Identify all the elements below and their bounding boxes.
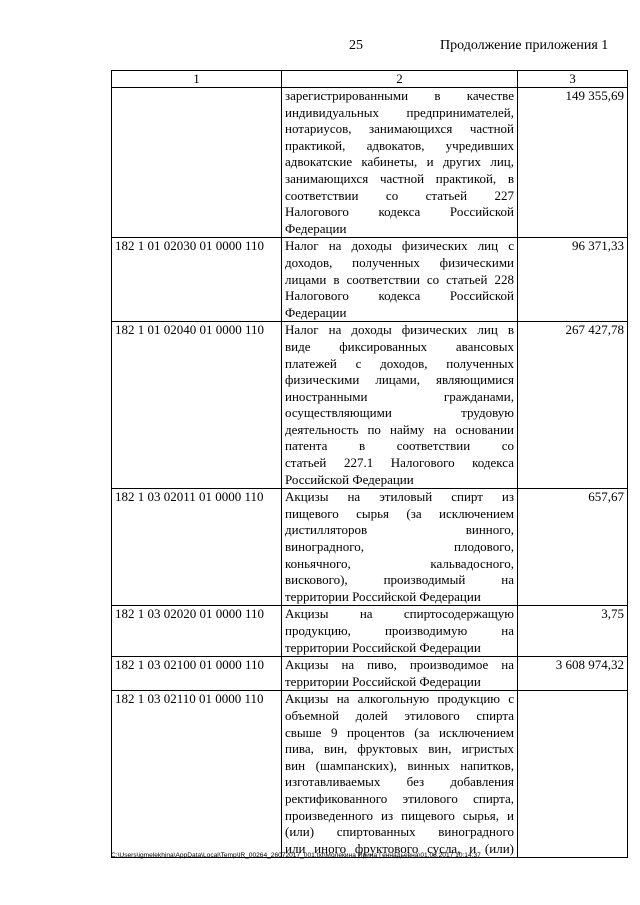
description-line: патента в соответствии со: [285, 438, 514, 454]
description-line: Акцизы на спиртосодержащую: [285, 606, 514, 622]
description-line: соответствии со статьей 227: [285, 187, 514, 203]
description-line: виде фиксированных авансовых: [285, 338, 514, 354]
table-row: [112, 322, 628, 489]
description-line: Российской Федерации: [285, 471, 414, 487]
description-line: Акцизы на алкогольную продукцию с: [285, 691, 514, 707]
description-line: продукцию, производимую на: [285, 623, 514, 638]
description-line: коньячного, кальвадосного,: [285, 555, 514, 571]
column-number: 3: [518, 71, 628, 88]
description-line: изготавливаемых без добавления: [285, 774, 514, 790]
description-line: или иного фруктового сусла, и (или): [285, 840, 514, 856]
amount-cell: 267 427,78: [518, 322, 628, 489]
amount-cell: 149 355,69: [518, 88, 628, 238]
description-line: Налогового кодекса Российской: [285, 204, 514, 220]
description-cell: [282, 489, 518, 606]
description-line: пива, вин, фруктовых вин, игристых: [285, 741, 514, 757]
page-number: 25: [349, 38, 363, 53]
description-line: объемной долей этилового спирта: [285, 707, 514, 723]
budget-code-cell: [112, 88, 282, 238]
description-line: территории Российской Федерации: [285, 639, 481, 655]
description-line: Федерации: [285, 220, 347, 236]
description-line: платежей с доходов, полученных: [285, 355, 514, 371]
budget-code-cell: 182 1 03 02011 01 0000 110: [112, 489, 282, 606]
description-cell: [282, 238, 518, 322]
budget-code-cell: 182 1 03 02100 01 0000 110: [112, 657, 282, 691]
description-line: индивидуальных предпринимателей,: [285, 104, 514, 120]
description-line: дистилляторов винного,: [285, 522, 514, 538]
budget-code-cell: 182 1 01 02030 01 0000 110: [112, 238, 282, 322]
amount-cell: 96 371,33: [518, 238, 628, 322]
description-line: нотариусов, занимающихся частной: [285, 121, 514, 137]
description-line: иностранными гражданами,: [285, 388, 514, 404]
description-line: Налогового кодекса Российской: [285, 288, 514, 304]
description-line: Налог на доходы физических лиц в: [285, 322, 514, 338]
table-row: [112, 88, 628, 238]
file-path-footer: C:\Users\igmelekhina\AppData\Local\Temp\IR_00264_26072017_001.txt\Молекина Ирина Геннадьевна\01.08.2017 10:14:37: [111, 852, 481, 859]
description-line: практикой, адвокатов, учредивших: [285, 137, 514, 153]
table-row: [112, 606, 628, 657]
description-cell: [282, 691, 518, 858]
column-number: 2: [282, 71, 518, 88]
description-line: лицами в соответствии со статьей 228: [285, 271, 514, 287]
description-cell: [282, 657, 518, 691]
description-line: свыше 9 процентов (за исключением: [285, 724, 514, 740]
description-line: Акцизы на этиловый спирт из: [285, 489, 514, 505]
amount-cell: [518, 691, 628, 858]
table-row: [112, 657, 628, 691]
description-line: виноградного, плодового,: [285, 539, 514, 555]
column-number: 1: [112, 71, 282, 88]
amount-cell: 657,67: [518, 489, 628, 606]
table-row: [112, 489, 628, 606]
budget-code-cell: 182 1 01 02040 01 0000 110: [112, 322, 282, 489]
description-line: физическими лицами, являющимися: [285, 372, 514, 388]
description-line: территории Российской Федерации: [285, 673, 481, 689]
description-line: адвокатские кабинеты, и других лиц,: [285, 154, 514, 170]
description-line: осуществляющими трудовую: [285, 405, 514, 421]
table-row: [112, 238, 628, 322]
description-line: ректификованного этилового спирта,: [285, 790, 514, 806]
description-line: (или) спиртованных виноградного: [285, 824, 514, 840]
column-number-row: [112, 71, 628, 88]
description-line: занимающихся частной практикой, в: [285, 170, 514, 186]
amount-cell: 3,75: [518, 606, 628, 657]
description-line: деятельность по найму на основании: [285, 421, 514, 437]
description-line: Акцизы на пиво, производимое на: [285, 657, 514, 673]
description-cell: [282, 88, 518, 238]
description-line: вискового), производимый на: [285, 572, 514, 588]
description-line: пищевого сырья (за исключением: [285, 505, 514, 521]
description-line: вин (шампанских), винных напитков,: [285, 757, 514, 773]
budget-code-cell: 182 1 03 02020 01 0000 110: [112, 606, 282, 657]
budget-code-cell: 182 1 03 02110 01 0000 110: [112, 691, 282, 858]
description-cell: [282, 606, 518, 657]
amount-cell: 3 608 974,32: [518, 657, 628, 691]
table-row: [112, 691, 628, 858]
description-line: Федерации: [285, 304, 347, 320]
description-line: территории Российской Федерации: [285, 588, 481, 604]
description-line: зарегистрированными в качестве: [285, 88, 514, 103]
description-line: доходов, полученных физическими: [285, 254, 514, 270]
description-line: Налог на доходы физических лиц с: [285, 238, 514, 254]
description-line: статьей 227.1 Налогового кодекса: [285, 455, 514, 471]
continuation-label: Продолжение приложения 1: [440, 38, 609, 53]
description-line: произведенного из пищевого сырья, и: [285, 807, 514, 823]
description-cell: [282, 322, 518, 489]
budget-table: [111, 70, 628, 858]
